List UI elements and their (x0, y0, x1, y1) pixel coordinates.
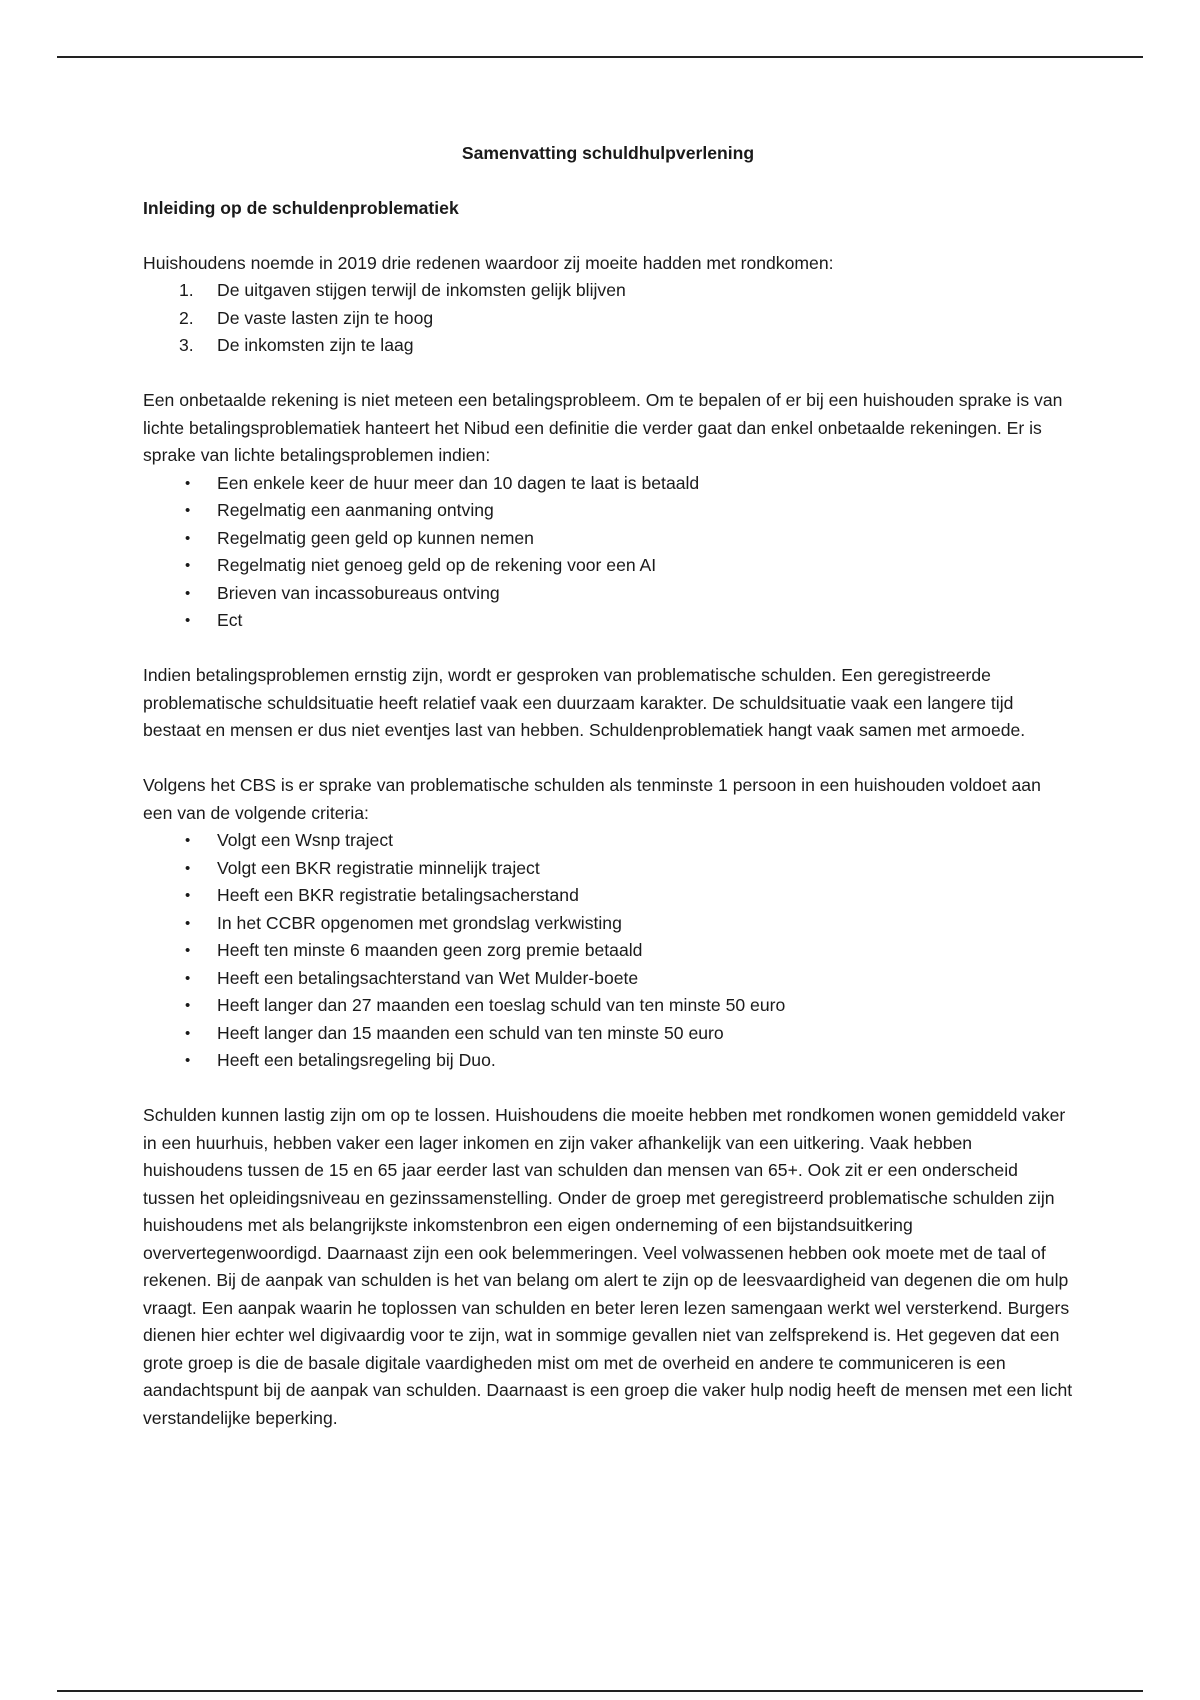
list-item-text: Regelmatig geen geld op kunnen nemen (217, 527, 534, 548)
list-item (143, 827, 1073, 855)
section-heading: Inleiding op de schuldenproblematiek (143, 197, 459, 218)
betalingsprobleem-paragraph: Een onbetaalde rekening is niet meteen een betalingsprobleem. Om te bepalen of er bij een huishouden sprake is van lichte betalingsproblematiek hanteert het Nibud een definitie die verder gaat dan enkel onbetaalde rekeningen. Er is sprake van lichte betalingsproblemen indien: (143, 390, 1063, 465)
list-item (143, 965, 1073, 993)
schulden-paragraph: Schulden kunnen lastig zijn om op te lossen. Huishoudens die moeite hebben met rondkomen wonen gemiddeld vaker in een huurhuis, hebben vaker een lager inkomen en zijn vaker afhankelijk van een uitkering. Vaak hebben huishoudens tussen de 15 en 65 jaar eerder last van schulden dan mensen van 65+. Ook zit er een onderscheid tussen het opleidingsniveau en gezinssamenstelling. Onder de groep met geregistreerd problematische schulden zijn huishoudens met als belangrijkste inkomstenbron een eigen onderneming of een bijstandsuitkering oververtegenwoordigd. Daarnaast zijn een ook belemmeringen. Veel volwassenen hebben ook moete met de taal of rekenen. Bij de aanpak van schulden is het van belang om alert te zijn op de leesvaardigheid van degenen die om hulp vraagt. Een aanpak waarin he toplossen van schulden en beter leren lezen samengaan werkt wel versterkend. Burgers dienen hier echter wel digivaardig voor te zijn, wat in sommige gevallen niet van zelfsprekend is. Het gegeven dat een grote groep is die de basale digitale vaardigheden mist om met de overheid en andere te communiceren is een aandachtspunt bij de aanpak van schulden. Daarnaast is een groep die vaker hulp nodig heeft de mensen met een licht verstandelijke beperking. (143, 1105, 1073, 1428)
list-item-text: Heeft een betalingsregeling bij Duo. (217, 1050, 496, 1070)
problematisch-paragraph: Indien betalingsproblemen ernstig zijn, wordt er gesproken van problematische schulden. Een geregistreerde problematische schuldsituatie heeft relatief vaak een duurzaam karakter. De schuldsituatie vaak een langere tijd bestaat en mensen er dus niet eventjes last van hebben. Schuldenproblematiek hangt vaak samen met armoede. (143, 665, 1026, 740)
bullet: • (185, 997, 191, 1014)
list-item-text: In het CCBR opgenomen met grondslag verkwisting (217, 912, 622, 933)
list-item-text: Brieven van incassobureaus ontving (217, 582, 500, 603)
list-item (143, 470, 1073, 498)
bullet: • (185, 887, 191, 904)
bullet: • (185, 502, 191, 519)
bullet: • (185, 557, 191, 574)
list-item (143, 525, 1073, 553)
bullet: • (185, 584, 191, 602)
bullet: • (185, 969, 191, 987)
bullet: • (185, 612, 191, 629)
list-item-text: Volgt een Wsnp traject (217, 830, 394, 850)
intro-paragraph: Huishoudens noemde in 2019 drie redenen waardoor zij moeite hadden met rondkomen: (143, 252, 834, 273)
cbs-criteria-list (143, 827, 1073, 1075)
list-item (143, 882, 1073, 910)
list-item (143, 855, 1073, 883)
list-item (143, 1047, 1073, 1075)
list-item-text: Heeft langer dan 15 maanden een schuld van ten minste 50 euro (217, 1022, 724, 1043)
list-item (143, 580, 1073, 608)
list-item-text: Heeft langer dan 27 maanden een toeslag schuld van ten minste 50 euro (217, 995, 786, 1015)
list-item-text: De vaste lasten zijn te hoog (217, 307, 434, 328)
bullet: • (185, 859, 191, 877)
list-item-text: Volgt een BKR registratie minnelijk traject (217, 857, 540, 878)
list-number: 3. (179, 335, 194, 355)
list-item-text: Regelmatig een aanmaning ontving (217, 500, 494, 520)
bullet: • (185, 832, 191, 849)
list-item-text: Een enkele keer de huur meer dan 10 dagen te laat is betaald (217, 472, 700, 493)
light-problems-list (143, 470, 1073, 635)
list-item (143, 607, 1073, 635)
list-item (143, 992, 1073, 1020)
list-item (143, 552, 1073, 580)
list-item (143, 910, 1073, 938)
bottom-divider (57, 1690, 1143, 1692)
list-item-text: De uitgaven stijgen terwijl de inkomsten gelijk blijven (217, 280, 626, 300)
bullet: • (185, 529, 191, 547)
document-body (143, 140, 1073, 1432)
list-item-text: Regelmatig niet genoeg geld op de rekening voor een AI (217, 555, 657, 575)
list-item-text: De inkomsten zijn te laag (217, 335, 414, 355)
document-title: Samenvatting schuldhulpverlening (461, 143, 755, 163)
list-item (143, 937, 1073, 965)
list-item-text: Heeft een BKR registratie betalingsacherstand (217, 885, 579, 905)
list-item-text: Heeft ten minste 6 maanden geen zorg premie betaald (217, 940, 643, 960)
cbs-paragraph: Volgens het CBS is er sprake van problematische schulden als tenminste 1 persoon in een huishouden voldoet aan een van de volgende criteria: (143, 775, 1041, 823)
list-item (143, 277, 1073, 305)
bullet: • (185, 1024, 191, 1042)
list-item (143, 305, 1073, 333)
list-number: 1. (179, 280, 194, 300)
list-item-text: Ect (217, 610, 243, 630)
bullet: • (185, 474, 191, 492)
top-divider (57, 56, 1143, 58)
bullet: • (185, 914, 191, 932)
bullet: • (185, 942, 191, 959)
list-item-text: Heeft een betalingsachterstand van Wet Mulder-boete (217, 967, 639, 988)
bullet: • (185, 1052, 191, 1069)
list-item (143, 1020, 1073, 1048)
list-item (143, 332, 1073, 360)
reasons-list (143, 277, 1073, 360)
list-item (143, 497, 1073, 525)
list-number: 2. (179, 307, 194, 328)
